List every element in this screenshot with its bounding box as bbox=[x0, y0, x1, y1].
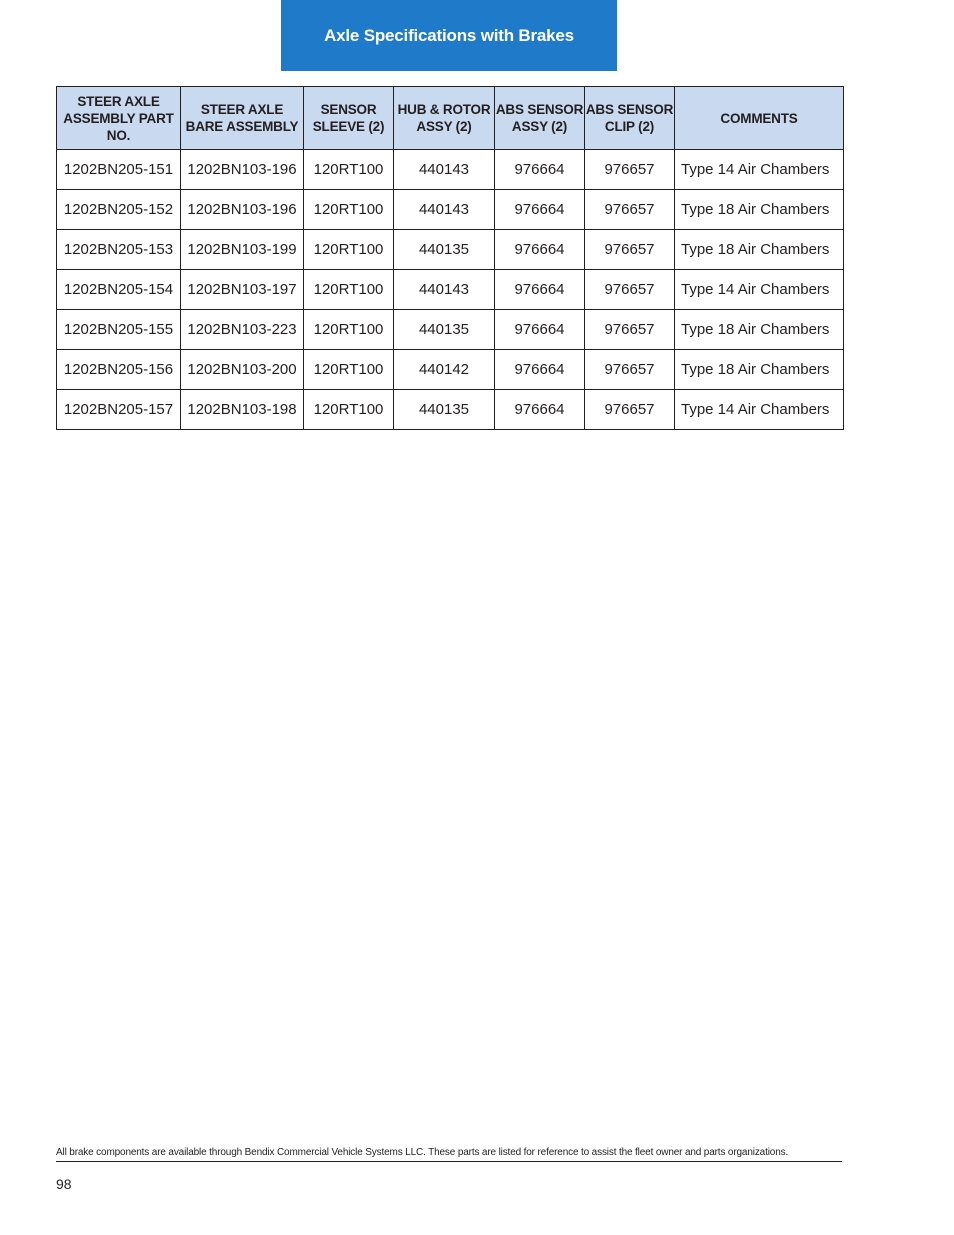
cell-sensor-sleeve: 120RT100 bbox=[304, 270, 394, 310]
table-row bbox=[57, 310, 844, 350]
cell-assembly-part-no: 1202BN205-156 bbox=[57, 350, 181, 390]
cell-abs-sensor-assy: 976664 bbox=[495, 190, 585, 230]
cell-hub-rotor: 440135 bbox=[394, 390, 495, 430]
cell-comments: Type 18 Air Chambers bbox=[675, 230, 844, 270]
cell-hub-rotor: 440135 bbox=[394, 310, 495, 350]
cell-sensor-sleeve: 120RT100 bbox=[304, 190, 394, 230]
cell-abs-sensor-clip: 976657 bbox=[585, 150, 675, 190]
cell-sensor-sleeve: 120RT100 bbox=[304, 390, 394, 430]
section-title-banner bbox=[281, 0, 617, 71]
cell-assembly-part-no: 1202BN205-157 bbox=[57, 390, 181, 430]
cell-abs-sensor-assy: 976664 bbox=[495, 350, 585, 390]
cell-sensor-sleeve: 120RT100 bbox=[304, 150, 394, 190]
cell-comments: Type 18 Air Chambers bbox=[675, 190, 844, 230]
cell-comments: Type 14 Air Chambers bbox=[675, 150, 844, 190]
table-row bbox=[57, 350, 844, 390]
cell-assembly-part-no: 1202BN205-152 bbox=[57, 190, 181, 230]
table-row bbox=[57, 390, 844, 430]
cell-abs-sensor-assy: 976664 bbox=[495, 230, 585, 270]
header-hub-rotor: HUB & ROTOR ASSY (2) bbox=[394, 87, 495, 150]
cell-bare-assembly: 1202BN103-196 bbox=[181, 150, 304, 190]
cell-bare-assembly: 1202BN103-198 bbox=[181, 390, 304, 430]
header-abs-sensor-assy: ABS SENSOR ASSY (2) bbox=[495, 87, 585, 150]
axle-spec-table bbox=[56, 86, 844, 430]
cell-abs-sensor-clip: 976657 bbox=[585, 270, 675, 310]
header-sensor-sleeve: SENSOR SLEEVE (2) bbox=[304, 87, 394, 150]
cell-bare-assembly: 1202BN103-223 bbox=[181, 310, 304, 350]
section-title: Axle Specifications with Brakes bbox=[324, 25, 574, 45]
cell-comments: Type 14 Air Chambers bbox=[675, 390, 844, 430]
table-header-row bbox=[57, 87, 844, 150]
table-row bbox=[57, 190, 844, 230]
header-comments: COMMENTS bbox=[675, 87, 844, 150]
cell-hub-rotor: 440142 bbox=[394, 350, 495, 390]
cell-hub-rotor: 440143 bbox=[394, 190, 495, 230]
cell-abs-sensor-assy: 976664 bbox=[495, 310, 585, 350]
cell-abs-sensor-assy: 976664 bbox=[495, 390, 585, 430]
footnote: All brake components are available through Bendix Commercial Vehicle Systems LLC. These parts are listed for reference to assist the fleet owner and parts organizations. bbox=[56, 1147, 842, 1162]
table-row bbox=[57, 150, 844, 190]
cell-comments: Type 14 Air Chambers bbox=[675, 270, 844, 310]
cell-bare-assembly: 1202BN103-196 bbox=[181, 190, 304, 230]
cell-abs-sensor-clip: 976657 bbox=[585, 190, 675, 230]
header-abs-sensor-clip: ABS SENSOR CLIP (2) bbox=[585, 87, 675, 150]
cell-abs-sensor-assy: 976664 bbox=[495, 270, 585, 310]
cell-abs-sensor-clip: 976657 bbox=[585, 350, 675, 390]
cell-hub-rotor: 440135 bbox=[394, 230, 495, 270]
cell-bare-assembly: 1202BN103-199 bbox=[181, 230, 304, 270]
cell-abs-sensor-clip: 976657 bbox=[585, 310, 675, 350]
header-steer-axle-assembly: STEER AXLE ASSEMBLY PART NO. bbox=[57, 87, 181, 150]
cell-hub-rotor: 440143 bbox=[394, 150, 495, 190]
cell-abs-sensor-assy: 976664 bbox=[495, 150, 585, 190]
table-row bbox=[57, 230, 844, 270]
header-steer-axle-bare: STEER AXLE BARE ASSEMBLY bbox=[181, 87, 304, 150]
cell-hub-rotor: 440143 bbox=[394, 270, 495, 310]
cell-sensor-sleeve: 120RT100 bbox=[304, 310, 394, 350]
cell-comments: Type 18 Air Chambers bbox=[675, 310, 844, 350]
cell-bare-assembly: 1202BN103-200 bbox=[181, 350, 304, 390]
cell-assembly-part-no: 1202BN205-155 bbox=[57, 310, 181, 350]
cell-sensor-sleeve: 120RT100 bbox=[304, 230, 394, 270]
cell-bare-assembly: 1202BN103-197 bbox=[181, 270, 304, 310]
cell-abs-sensor-clip: 976657 bbox=[585, 390, 675, 430]
cell-abs-sensor-clip: 976657 bbox=[585, 230, 675, 270]
cell-assembly-part-no: 1202BN205-151 bbox=[57, 150, 181, 190]
page-number: 98 bbox=[56, 1176, 72, 1192]
table-row bbox=[57, 270, 844, 310]
cell-assembly-part-no: 1202BN205-153 bbox=[57, 230, 181, 270]
cell-comments: Type 18 Air Chambers bbox=[675, 350, 844, 390]
cell-sensor-sleeve: 120RT100 bbox=[304, 350, 394, 390]
cell-assembly-part-no: 1202BN205-154 bbox=[57, 270, 181, 310]
